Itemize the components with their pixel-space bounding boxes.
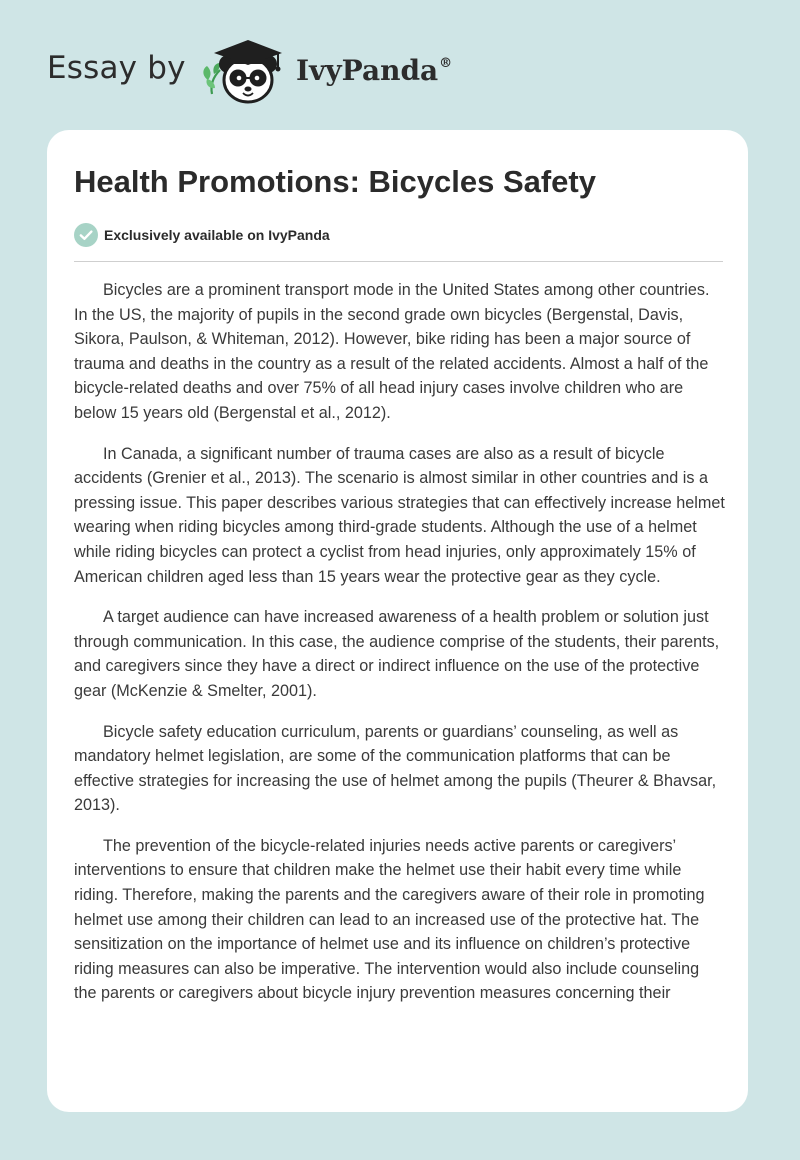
exclusive-badge-label: Exclusively available on IvyPanda bbox=[104, 227, 330, 243]
panda-graduate-icon[interactable] bbox=[198, 36, 294, 108]
essay-by-label: Essay by bbox=[47, 50, 186, 86]
site-header bbox=[0, 0, 800, 125]
paragraph: Bicycle safety education curriculum, parents or guardians’ counseling, as well as mandatory helmet legislation, are some of the communication platforms that can be effective strategies for increasing the use of helmet among the pupils (Theurer & Bhavsar, 2013). bbox=[74, 722, 717, 815]
essay-body bbox=[74, 278, 726, 1022]
brand-name[interactable]: IvyPanda® bbox=[296, 54, 453, 87]
paragraph: The prevention of the bicycle-related injuries needs active parents or caregivers’ interventions to ensure that children make the helmet use their habit every time while riding. Therefore, making the parents and the caregivers aware of their role in promoting helmet use among their children can lead to an increased use of the protective hat. The sensitization on the importance of helmet use and its influence on children’s protective riding measures can also be imperative. The intervention would also include counseling the parents or caregivers about bicycle injury prevention measures concerning their bbox=[74, 836, 705, 1003]
essay-card bbox=[47, 130, 748, 1112]
divider bbox=[74, 261, 723, 262]
paragraph: In Canada, a significant number of trauma cases are also as a result of bicycle accidents (Grenier et al., 2013). The scenario is almost similar in other countries and is a pressing issue. This paper describes various strategies that can effectively increase helmet wearing when riding bicycles among third-grade students. Although the use of a helmet while riding bicycles can protect a cyclist from head injuries, only approximately 15% of American children aged less than 15 years wear the protective gear as they cycle. bbox=[74, 444, 725, 586]
registered-mark: ® bbox=[439, 56, 453, 71]
paragraph: Bicycles are a prominent transport mode in the United States among other countries. In the US, the majority of pupils in the second grade own bicycles (Bergenstal, Davis, Sikora, Paulson, & Whiteman, 2012). However, bike riding has been a major source of trauma and deaths in the country as a result of the related accidents. Almost a half of the bicycle-related deaths and over 75% of all head injury cases involve children who are below 15 years old (Bergenstal et al., 2012). bbox=[74, 281, 710, 422]
paragraph: A target audience can have increased awareness of a health problem or solution just through communication. In this case, the audience comprise of the students, their parents, and caregivers since they have a direct or indirect influence on the use of the protective gear (McKenzie & Smelter, 2001). bbox=[74, 608, 720, 700]
page-title: Health Promotions: Bicycles Safety bbox=[74, 164, 596, 199]
exclusive-badge bbox=[74, 222, 330, 248]
check-circle-icon bbox=[74, 223, 98, 247]
